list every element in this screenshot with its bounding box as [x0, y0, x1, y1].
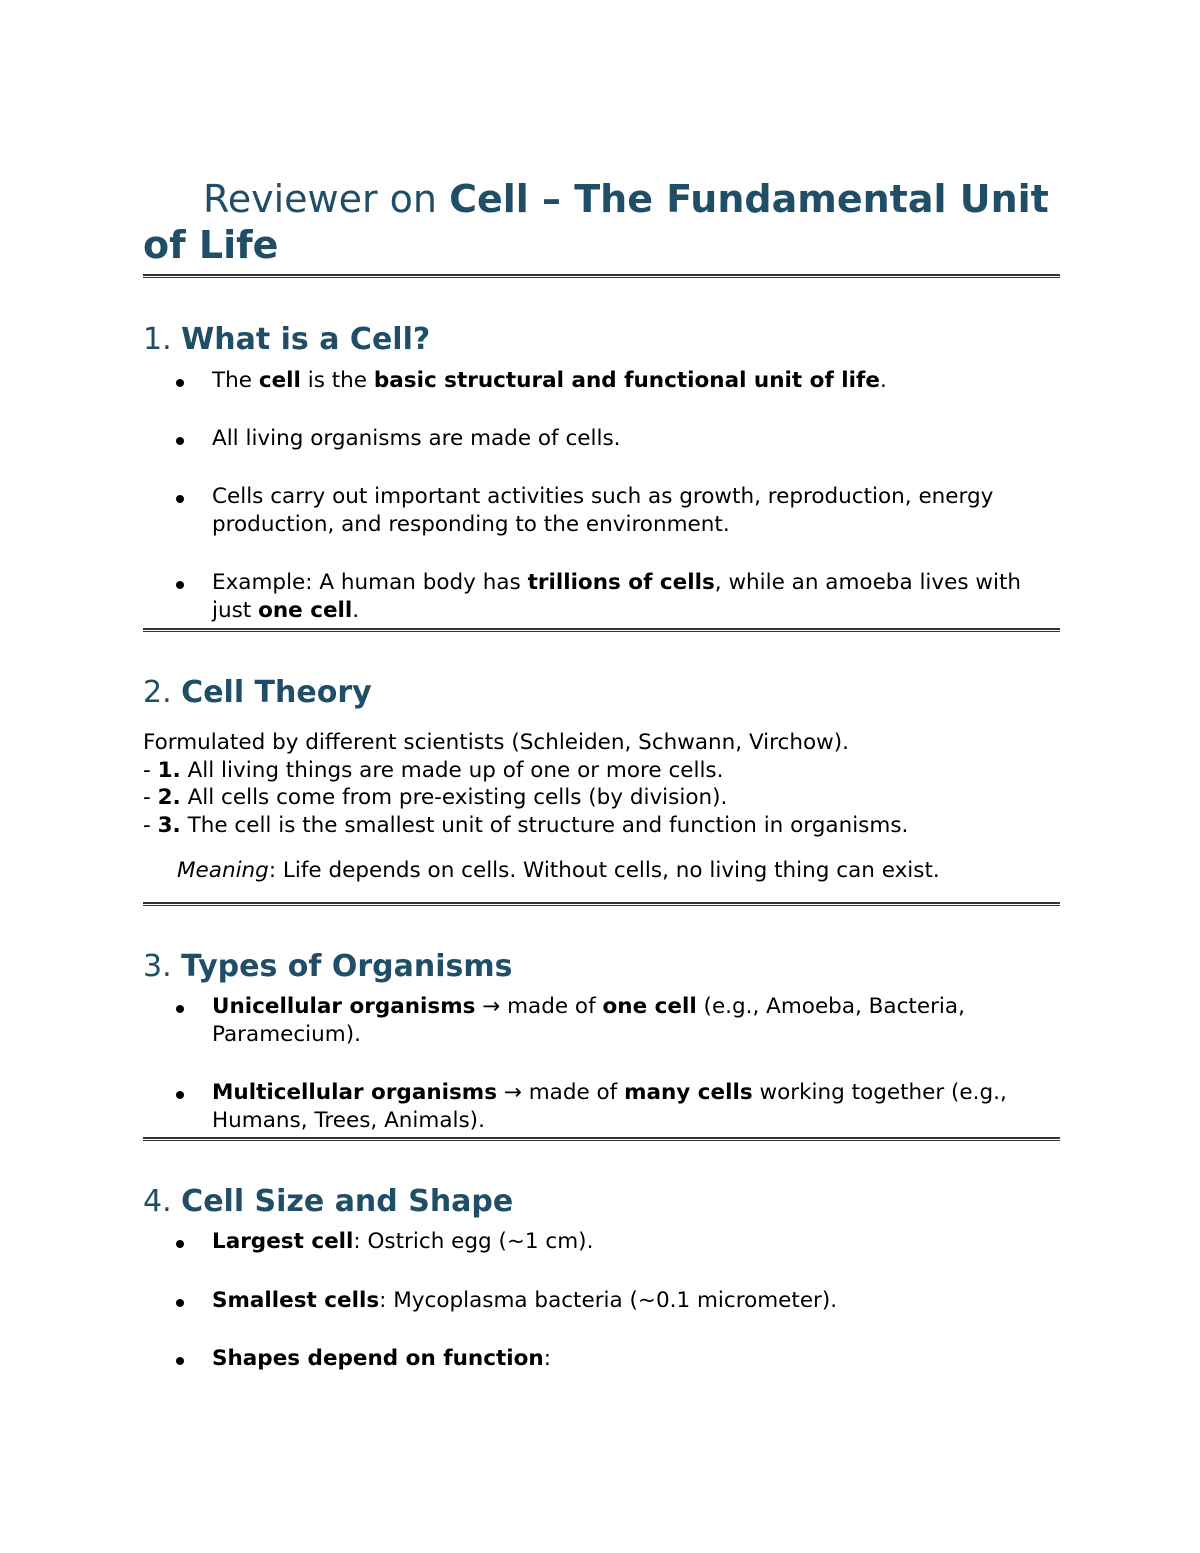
- bullet-icon: [176, 581, 184, 589]
- horizontal-rule: [143, 274, 1060, 278]
- cell-theory-point-3: - 3. The cell is the smallest unit of structure and function in organisms.: [143, 813, 909, 838]
- section-3-heading: 3. Types of Organisms: [143, 949, 513, 984]
- horizontal-rule: [143, 628, 1060, 632]
- list-item: Multicellular organisms → made of many cells working together (e.g., Humans, Trees, Animals).: [143, 1079, 1060, 1135]
- horizontal-rule: [143, 902, 1060, 906]
- bullet-icon: [176, 1240, 184, 1248]
- cell-theory-intro: Formulated by different scientists (Schleiden, Schwann, Virchow).: [143, 730, 849, 755]
- bullet-icon: [176, 379, 184, 387]
- bullet-icon: [176, 1357, 184, 1365]
- section-4-heading: 4. Cell Size and Shape: [143, 1184, 514, 1219]
- list-item: Smallest cells: Mycoplasma bacteria (~0.1 micrometer).: [143, 1287, 1060, 1315]
- bullet-icon: [176, 1091, 184, 1099]
- bullet-icon: [176, 1005, 184, 1013]
- cell-theory-point-1: - 1. All living things are made up of one or more cells.: [143, 758, 724, 783]
- title-prefix: Reviewer on: [203, 177, 450, 221]
- list-item: All living organisms are made of cells.: [143, 425, 1060, 453]
- horizontal-rule: [143, 1137, 1060, 1141]
- list-item: Largest cell: Ostrich egg (~1 cm).: [143, 1228, 1060, 1256]
- section-2-heading: 2. Cell Theory: [143, 675, 372, 710]
- list-item: Unicellular organisms → made of one cell (e.g., Amoeba, Bacteria, Paramecium).: [143, 993, 1060, 1049]
- meaning-note: Meaning: Life depends on cells. Without cells, no living thing can exist.: [177, 858, 940, 883]
- bullet-icon: [176, 1299, 184, 1307]
- cell-theory-point-2: - 2. All cells come from pre-existing cells (by division).: [143, 785, 728, 810]
- section-1-heading: 1. What is a Cell?: [143, 322, 431, 357]
- bullet-icon: [176, 437, 184, 445]
- list-item: Cells carry out important activities such as growth, reproduction, energy production, and responding to the environment.: [143, 483, 1060, 539]
- list-item: The cell is the basic structural and functional unit of life.: [143, 367, 1060, 395]
- title-bold: Cell – The Fundamental Unit of Life: [143, 177, 1049, 267]
- list-item: Shapes depend on function:: [143, 1345, 1060, 1373]
- bullet-icon: [176, 495, 184, 503]
- list-item: Example: A human body has trillions of cells, while an amoeba lives with just one cell.: [143, 569, 1060, 625]
- document-title: [143, 176, 1060, 268]
